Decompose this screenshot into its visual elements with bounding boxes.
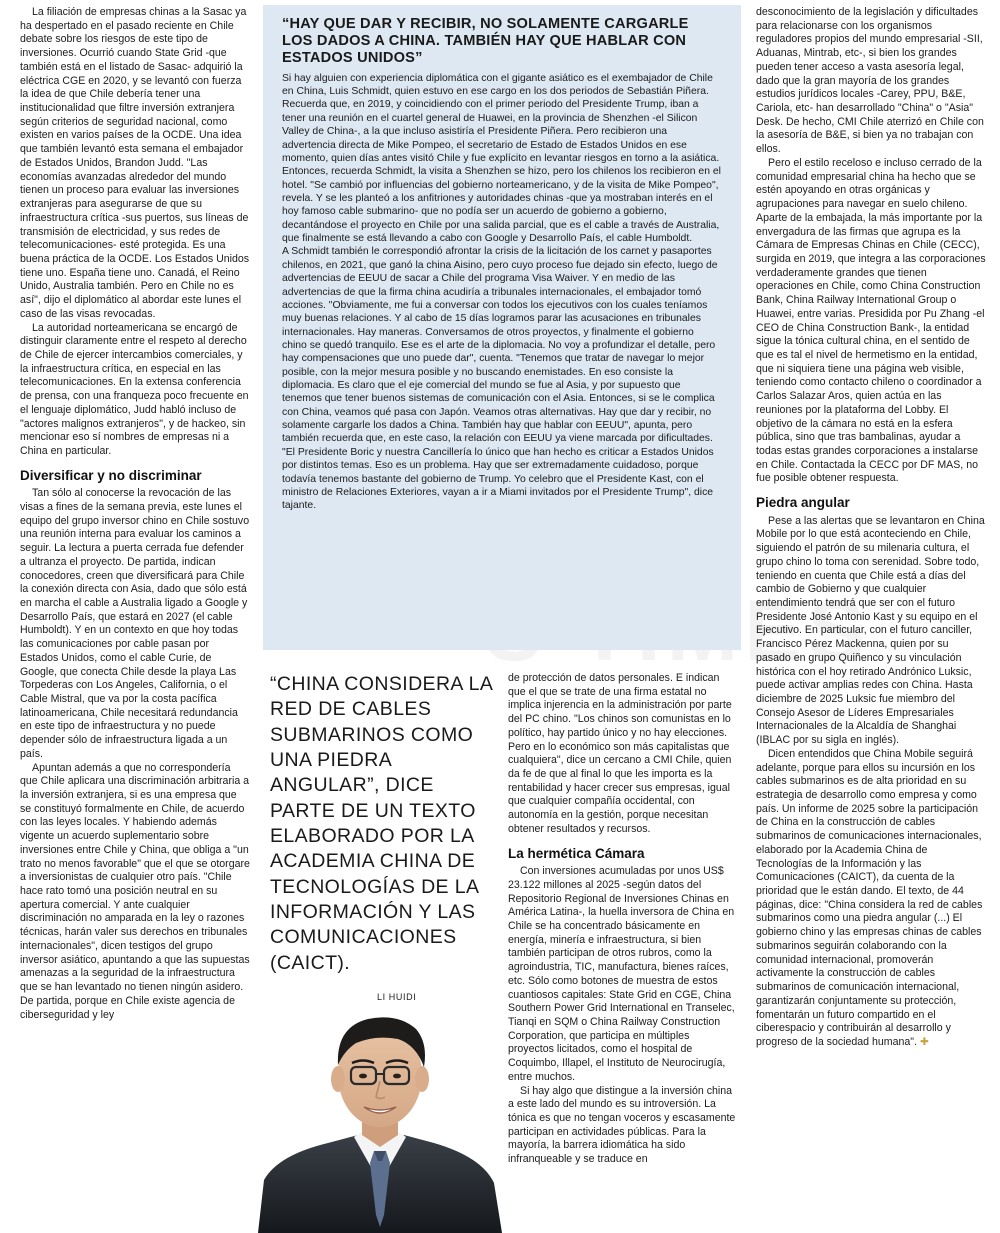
paragraph (756, 515, 986, 748)
pull-quote (270, 672, 498, 976)
photo-caption: LI HUIDI (377, 992, 417, 1002)
paragraph: Pero el estilo receloso e incluso cerrado de la comunidad empresarial china ha hecho que se estén apoyando en otras orgánicas y agrupaciones para navegar en suelo chileno. Aparte de la embajada, la más importante por la envergadura de las firmas que agrupa es la Cámara de Empresas Chinas en Chile (CECC), surgida en 2019, que integra a las corporaciones verdaderamente grandes que tienen operaciones en Chile, como China Construction Bank, China Railway International Group o Huawei, entre varias. Presidida por Pu Zhang -el CEO de China Construction Bank-, la entidad sigue la tónica cultural china, en el sentido de que es tal el nivel de hermetismo en la entidad, que ni siquiera tiene una página web visible, teniendo como contacto chileno o coordinador a Carlos Salazar Aros, quien actúa en las reuniones por la plataforma del Lobby. El objetivo de la cámara no está en la esfera pública, sino que tras bambalinas, ayudar a todas estas grandes corporaciones a instalarse en Chile. Contactada la CECC por DF MAS, no fue posible obtener respuesta. (756, 156, 986, 485)
sidebar-paragraph: A Schmidt también le correspondió afrontar la crisis de la licitación de los carnet y pasaportes chilenos, en 2021, que ganó la china Aisino, pero cuyo proceso fue dejado sin efecto, luego de advertencias de EEUU de sacar a Chile del programa Visa Waiver. Y en medio de las advertencias de que la firma china acudiría a tribunales internacionales, el embajador tomó acciones. "Obviamente, me fui a conversar con todos los ejecutivos con los cuales teníamos muy buenas relaciones. Y al cabo de 15 días logramos parar las acusaciones en tribunales internacionales. Hay maneras. Conversamos de otros proyectos, y finalmente el gobierno chino se quedó tranquilo. Ese es el arte de la diplomacia. No voy a profundizar el detalle, pero hay compensaciones que uno puede dar", cuenta. "Tenemos que tratar de navegar lo mejor posible, con la mejor mesura posible y no buscando enemistades. En eso consiste la diplomacia. Es claro que el eje comercial del mundo se fue al Asia, y por supuesto que tenemos que tener buenos sistemas de comunicación con el Asia. Entonces, si se le complica con China, veamos qué pasa con Japón. Veamos otras alternativas. Hay que dar y recibir, no solamente cargarle los dados a China. También hay que hablar con EEUU", apunta, pero también recuerda que, en este caso, la relación con EEUU ya viene marcada por dificultades. "El Presidente Boric y nuestra Cancillería lo único que han hecho es criticar a Estados Unidos por distintos temas. Eso es un problema. Hay que ser extremadamente cuidadoso, porque todavía tenemos bastante del gobierno de Trump. Yo celebro que el Presidente Kast, con el ministro de Relaciones Exteriores, vayan a ir a Miami invitados por el Presidente Trump", dice tajante. (282, 246, 718, 512)
sidebar-title: “HAY QUE DAR Y RECIBIR, NO SOLAMENTE CARGARLE LOS DADOS A CHINA. TAMBIÉN HAY QUE HABLAR CON ESTADOS UNIDOS” (282, 16, 689, 66)
section-heading-piedra-angular: Piedra angular (756, 495, 850, 511)
section-heading-hermetica: La hermética Cámara (508, 845, 645, 861)
sidebar-paragraph: Si hay alguien con experiencia diplomática con el gigante asiático es el exembajador de Chile en China, Luis Schmidt, quien estuvo en ese cargo en los dos periodos de Sebastián Piñera. Recuerda que, en 2019, y coincidiendo con el primer periodo del Presidente Trump, iban a tener una reunión en el cuartel general de Huawei, en la provincia de Shenzhen -el Silicon Valley de China-, a la que incluso asistiría el Presidente Piñera. Pero recibieron una advertencia directa de Mike Pompeo, el secretario de Estado de Estados Unidos en ese momento, quien días antes visitó Chile y fue explícito en levantar riesgos en torno a la asiática. Entonces, recuerda Schmidt, la visita a Shenzhen se hizo, pero los chilenos los recibieron en el hotel. "Se cambió por influencias del gobierno norteamericano, y de la visita de Mike Pompeo", revela. Y se les planteó a los anfitriones y autoridades chinas -que ya mostraban interés en el hoy famoso cable submarino- que no podía ser un acuerdo de gobierno a gobierno, decantándose el proyecto en Chile por una salida parcial, que es el cable a través de Australia, que finalmente se está llevando a cabo con Google y Desarrollo País, el cable Humboldt. (282, 72, 721, 245)
paragraph: de protección de datos personales. E indican que el que se trate de una firma estatal no implica injerencia en la administración por parte del PC chino. "Los chinos son comunistas en lo político, hay partido único y no hay elecciones. Pero en lo económico son más capitalistas que cualquiera", dice un cercano a CMI Chile, quien da fe de que al final lo que les importa es la rentabilidad y hacer crecer sus empresas, igual que cualquier compañía occidental, con autonomía en la gestión, porque necesitan obtener resultados y recursos. (508, 672, 732, 835)
paragraph: La autoridad norteamericana se encargó de distinguir claramente entre el respeto al derecho de Chile de ejercer intercambios comerciales, y la infraestructura crítica, en especial en las telecomunicaciones. En la extensa conferencia de prensa, con una franqueza poco frecuente en el lenguaje diplomático, Judd habló incluso de "actores malignos extranjeros", y de hackeo, sin mencionar eso sí nombres de empresas ni a China en particular. (20, 321, 249, 457)
paragraph: Apuntan además a que no correspondería que Chile aplicara una discriminación arbitraria a la inversión extranjera, si es una empresa que se constituyó formalmente en Chile, de acuerdo con las leyes locales. Y habiendo además vigente un acuerdo suplementario sobre inversiones entre Chile y China, que obliga a "un trato no menos favorable" que el que se otorgare a inversionistas de cualquier otro país. "Chile hace rato tomó una posición neutral en su apertura comercial. Y ante cualquier discriminación no amparada en la ley o razones técnicas, harán valer sus derechos en tribunales internacionales", dicen testigos del grupo inversor asiático, apuntando a que las supuestas amenazas a la seguridad de la infraestructura que se han levantado no tienen ningún asidero. De partida, porque en Chile existe agencia de ciberseguridad y ley (20, 761, 250, 1021)
paragraph: desconocimiento de la legislación y dificultades para relacionarse con los organismos reguladores propios del mundo empresarial -SII, Aduanas, Mintrab, etc-, si bien los grandes pueden tener acceso a vasta asesoría legal, dado que la gran mayoría de los grandes estudios jurídicos locales -Carey, PPU, B&E, Cariola, etc- han desarrollado "China" o "Asia" Desk. De hecho, CMI Chile aterrizó en Chile con la asesoría de B&E, si bien ya no trabajan con ellos. (756, 6, 984, 156)
paragraph-text: Pese a las alertas que se levantaron en China Mobile por lo que está aconteciendo en Chile, siguiendo el patrón de su milenaria cultura, el grupo chino lo toma con serenidad. Sobre todo, teniendo en cuenta que Chile está a días del cambio de Gobierno y que cualquier entendimiento tendrá que ser con el futuro Presidente José Antonio Kast y su equipo en el Ejecutivo. En particular, con el futuro canciller, Francisco Pérez Mackenna, quien por su pasado en grupo Quiñenco y su vinculación histórica con el hoy retirado Andrónico Luksic, puede activar amplias redes con China. Hasta diciembre de 2025 Luksic fue miembro del Consejo Asesor de Líderes Empresariales Internacionales de la Alcaldía de Shanghai (IBLAC por su sigla en inglés). (756, 514, 985, 747)
paragraph: Con inversiones acumuladas por unos US$ 23.122 millones al 2025 -según datos del Repositorio Regional de Inversiones Chinas en América Latina-, la huella inversora de China en Chile se ha concentrado básicamente en energía, minería e infraestructura, si bien también participan de otros rubros, como la agroindustria, TIC, manufactura, bienes raíces, etc. Sólo como botones de muestra de estos cuantiosos capitales: State Grid en CGE, China Southern Power Grid International en Transelec, Tianqi en SQM o China Railway Construction Corporation, que participa en múltiples proyectos licitados, como el hospital de Coquimbo, Illapel, el Instituto de Neurocirugía, entre muchos. (508, 865, 735, 1083)
section-heading-diversificar: Diversificar y no discriminar (20, 467, 202, 483)
end-of-article-icon: ✚ (919, 1035, 929, 1048)
paragraph: La filiación de empresas chinas a la Sasac ya ha despertado en el pasado reciente en Chile debate sobre los riesgos de este tipo de inversiones. Ocurrió cuando State Grid -que también está en el listado de Sasac- adquirió la eléctrica CGE en 2020, y se levantó con fuerza la idea de que Chile debería tener una institucionalidad que filtre inversión extranjera según criterios de seguridad nacional, como existen en varios países de la OCDE. Una idea que también levantó esta semana el embajador de Estados Unidos, Brandon Judd. "Las economías avanzadas alrededor del mundo tienen un proceso para evaluar las inversiones extranjeras para asegurarse de que su infraestructura crítica -sus puertos, sus líneas de transmisión de electricidad, y sus redes de telecomunicaciones- esté protegida. Es una buena práctica de la OCDE. Los Estados Unidos tiene uno. España tiene uno. Canadá, el Reino Unido, Australia también. Pero en Chile no es así", dijo el diplomático al abordar este lunes el caso de las visas revocadas. (20, 6, 250, 320)
paragraph: Si hay algo que distingue a la inversión china a este lado del mundo es su introversión. La tónica es que no tengan voceros y escasamente participan en actividades públicas. Para la mayoría, la barrera idiomática ha sido infranqueable y se traduce en (508, 1084, 736, 1166)
pull-quote-text: “CHINA CONSIDERA LA RED DE CABLES SUBMARINOS COMO UNA PIEDRA ANGULAR”, DICE PARTE DE UN TEXTO ELABORADO POR LA ACADEMIA CHINA DE TECNOLOGÍAS DE LA INFORMACIÓN Y LAS COMUNICACIONES (CAICT). (270, 673, 493, 974)
portrait-photo (258, 1005, 502, 1233)
paragraph-text: Dicen entendidos que China Mobile seguirá adelante, porque para ellos su incursión en los cables submarinos es de alta prioridad en su estrategia de desarrollo como empresa y como país. Un informe de 2025 sobre la participación de China en la construcción de cables submarinos de comunicaciones internacionales, elaborado por la Academia China de Tecnologías de la Información y las Comunicaciones (CAICT), da cuenta de la prioridad que le están dando. El texto, de 44 páginas, dice: "China considera la red de cables submarinos como una piedra angular (...) El gobierno chino y las empresas chinas de cables submarinos seguirán colaborando con la comunidad internacional, promoverán activamente la construcción de cables submarinos de comunicación internacional, garantizarán conjuntamente su protección, fomentarán un futuro compartido en el ciberespacio y contribuirán al desarrollo y progreso de la sociedad humana". (756, 747, 983, 1048)
paragraph: Tan sólo al conocerse la revocación de las visas a fines de la semana previa, este lunes el equipo del grupo inversor chino en Chile sostuvo una reunión interna para evaluar los caminos a seguir. La lectura a puerta cerrada fue defender a ultranza el proyecto. De partida, indican conocedores, creen que diversificará para Chile la conexión directa con Asia, dado que sólo está en marcha el cable a Australia ligado a Google y Desarrollo País, que estará en 2027 (el cable Humboldt). Y en un contexto en que hoy todas las comunicaciones por cable pasan por Estados Unidos, como el cable Curie, de Google, que conecta Chile desde la playa Las Torpederas con Los Angeles, California, o el Cable Mistral, que va por la costa pacífica latinoamericana, Chile necesitará redundancia en este tipo de infraestructura y no puede depender sólo de infraestructura ligada a un país. (20, 487, 250, 760)
article-column-4 (756, 6, 986, 1050)
article-column-3 (508, 672, 736, 1167)
interview-sidebar-box (263, 5, 741, 650)
article-column-1 (20, 6, 250, 1022)
paragraph (756, 748, 986, 1050)
